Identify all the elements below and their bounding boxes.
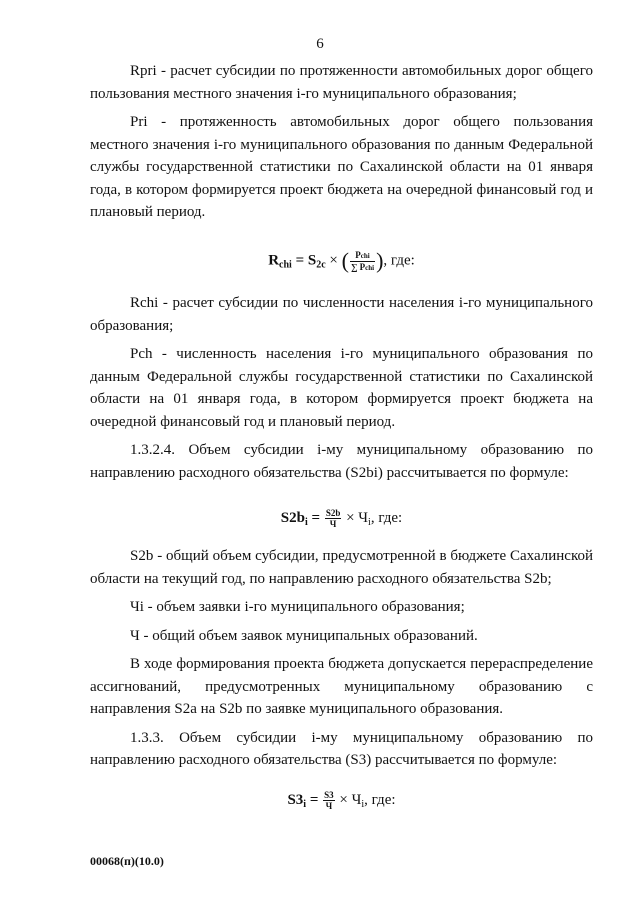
text-block-3: [90, 545, 593, 772]
formula-s2b: $S2b_i$ = $\frac{S2b}{Ч}$ × $Ч_i$, где:: [280, 508, 403, 529]
text-block-2: [90, 292, 593, 484]
paragraph: Чi - объем заявки i-го муниципального образования;: [130, 599, 465, 615]
paragraph: S2b - общий объем субсидии, предусмотренной в бюджете Сахалинской области на текущий год, по направлению расходного обязательства S2b;: [90, 548, 593, 587]
paragraph: Pch - численность населения i-го муниципального образования по данным Федеральной службы государственной статистики по Сахалинской области на 01 января года, в котором формируется проект бюджета на очередной финансовый год и плановый период.: [90, 346, 593, 430]
document-code: 00068(п)(10.0): [90, 854, 164, 868]
formula-s3: $S3_i$ = $\frac{S3}{Ч}$ × $Ч_i$, где:: [287, 790, 396, 811]
fraction: $\frac{S2b}{Ч}$: [325, 508, 341, 529]
paragraph: 1.3.3. Объем субсидии i-му муниципальному образованию по направлению расходного обязательства (S3) рассчитывается по формуле:: [90, 729, 593, 768]
paragraph: В ходе формирования проекта бюджета допускается перераспределение ассигнований, предусмотренных муниципальному образованию с направления S2a на S2b по заявке муниципального образования.: [90, 656, 593, 717]
paragraph: Rpri - расчет субсидии по протяженности автомобильных дорог общего пользования местного значения i-го муниципального образования;: [90, 63, 593, 102]
fraction: $\frac{S3}{Ч}$: [324, 790, 334, 811]
formula-rchi: $R_{chi} = S_{2c}$ × ( $\frac{\text{Pchi}}{\text{∑ Pchi}}$ ), где:: [268, 248, 415, 273]
page-number: 6: [316, 36, 324, 52]
text-block-1: [90, 60, 593, 224]
paragraph: Rchi - расчет субсидии по численности населения i-го муниципального образования;: [90, 295, 593, 334]
paragraph: Ч - общий объем заявок муниципальных образований.: [130, 627, 478, 644]
fraction: $\frac{\text{Pchi}}{\text{∑ Pchi}}$: [350, 249, 375, 272]
paragraph: Pri - протяженность автомобильных дорог общего пользования местного значения i-го муниципального образования по данным Федеральной службы государственной статистики по Сахалинской области на 01 января года, в котором формируется проект бюджета на очередной финансовый год и плановый период.: [90, 114, 593, 220]
paragraph: 1.3.2.4. Объем субсидии i-му муниципальному образованию по направлению расходного обязательства (S2bi) рассчитывается по формуле:: [90, 442, 593, 481]
